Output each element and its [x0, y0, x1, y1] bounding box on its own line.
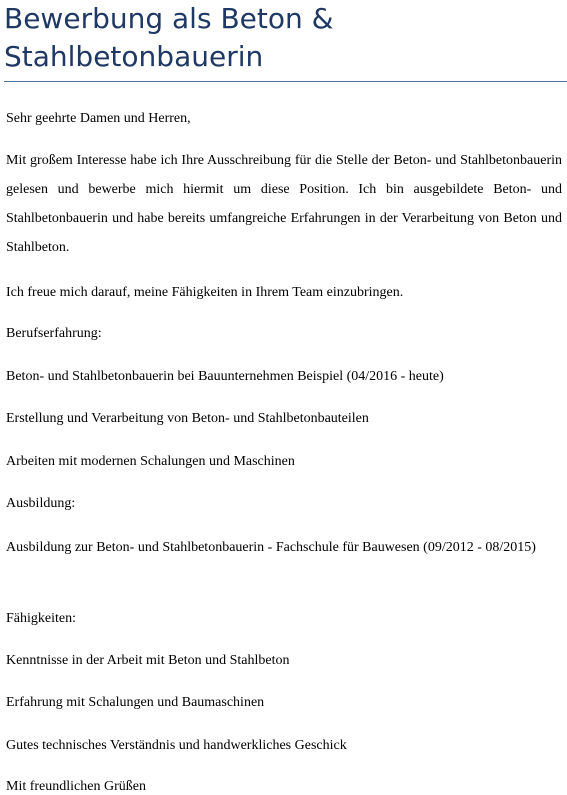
skill-item: Kenntnisse in der Arbeit mit Beton und Stahlbeton — [6, 653, 290, 668]
motivation-paragraph: Ich freue mich darauf, meine Fähigkeiten in Ihrem Team einzubringen. — [6, 285, 404, 300]
title-divider — [4, 81, 567, 82]
skill-item: Gutes technisches Verständnis und handwerkliches Geschick — [6, 738, 347, 753]
skills-heading: Fähigkeiten: — [6, 611, 76, 626]
experience-heading: Berufserfahrung: — [6, 326, 102, 341]
education-item: Ausbildung zur Beton- und Stahlbetonbauerin - Fachschule für Bauwesen (09/2012 - 08/2015) — [6, 540, 536, 555]
intro-paragraph: Mit großem Interesse habe ich Ihre Ausschreibung für die Stelle der Beton- und Stahlbetonbauerin gelesen und bewerbe mich hiermit um diese Position. Ich bin ausgebildete Beton- und Stahlbetonbauerin und habe bereits umfangreiche Erfahrungen in der Verarbeitung von Beton und Stahlbeton. — [6, 153, 562, 255]
experience-item: Beton- und Stahlbetonbauerin bei Bauunternehmen Beispiel (04/2016 - heute) — [6, 369, 444, 384]
closing: Mit freundlichen Grüßen — [6, 779, 146, 794]
experience-item: Arbeiten mit modernen Schalungen und Maschinen — [6, 454, 295, 469]
experience-item: Erstellung und Verarbeitung von Beton- und Stahlbetonbauteilen — [6, 411, 369, 426]
document-title: Bewerbung als Beton & Stahlbetonbauerin — [4, 2, 334, 73]
skill-item: Erfahrung mit Schalungen und Baumaschinen — [6, 695, 265, 710]
education-heading: Ausbildung: — [6, 496, 76, 511]
salutation: Sehr geehrte Damen und Herren, — [6, 111, 191, 126]
